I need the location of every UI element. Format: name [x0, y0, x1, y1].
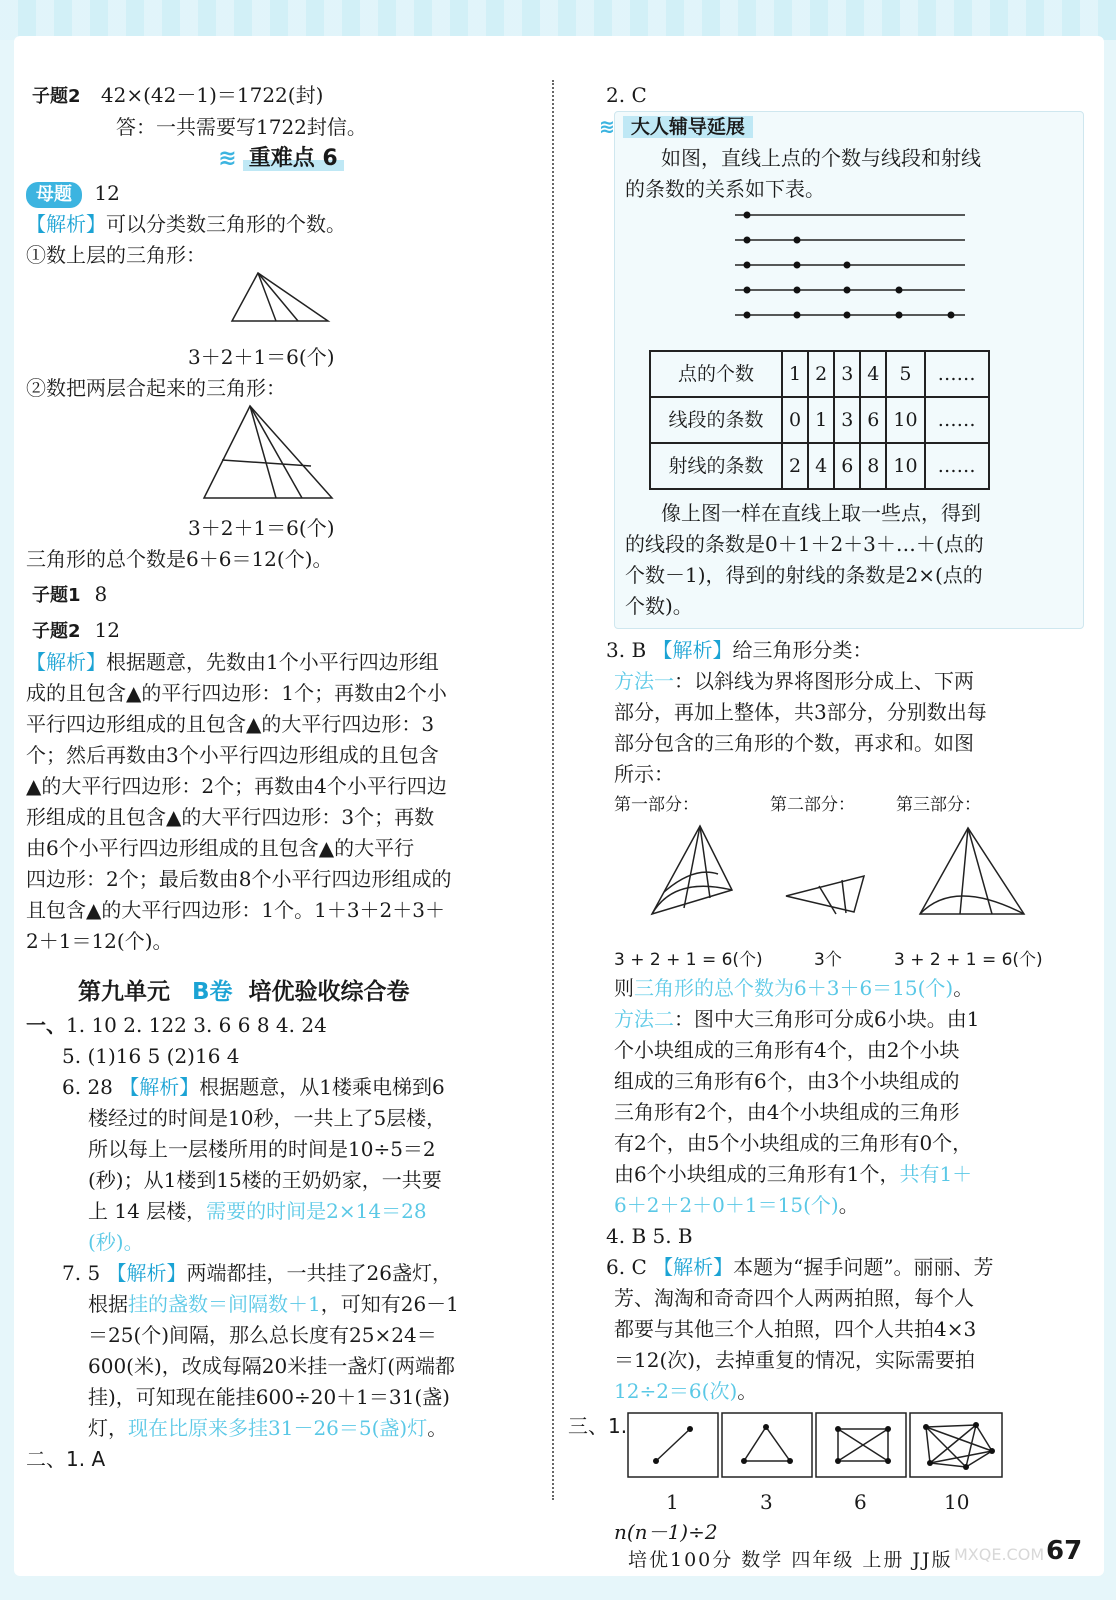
analysis-text: 四边形：2个；最后数由8个小平行四边形组成的: [26, 867, 452, 891]
analysis-text: 所示：: [614, 762, 674, 786]
highlight-text: 共有1＋: [899, 1162, 973, 1186]
tutoring-box: [599, 111, 1084, 629]
table-row: 射线的条数 2 4 6 8 10 ……: [650, 443, 989, 489]
part-label: 第二部分：: [770, 795, 855, 815]
answer-number: 7. 5: [62, 1261, 101, 1285]
analysis-tag: 【解析】: [26, 650, 106, 674]
box-text: 的条数的关系如下表。: [625, 177, 825, 201]
answers-row: 5. (1)16 5 (2)16 4: [62, 1044, 240, 1068]
analysis-text: ＝12(次)，去掉重复的情况，实际需要拍: [614, 1348, 976, 1372]
caption: 3 + 2 + 1 = 6(个): [894, 950, 1043, 970]
wave-icon: ≋: [599, 116, 615, 138]
box-text: 如图，直线上点的个数与线段和射线: [661, 146, 981, 170]
analysis-text: 芳、淘淘和奇奇四个人两两拍照，每个人: [614, 1286, 974, 1310]
method-label: 方法一: [614, 669, 674, 693]
analysis-text: ▲的大平行四边形：2个；再数由4个小平行四边: [26, 774, 447, 798]
footer-text: 培优100分 数学 四年级 上册 JJ版: [628, 1549, 953, 1571]
table-row: 线段的条数 0 1 3 6 10 ……: [650, 397, 989, 443]
right-column: 2. C ≋ 大人辅导延展 如图，直线上点的个数与线段和射线 的条数的关系如下表。 点的个数 1 2 3 4 5 …… 线段的条数 0 1 3 6 10 …… 射线的条数 2 4 6 8 10 …… 像上图一样在直线上取一些点，得到 的线段的条数是0＋1＋2＋3＋…＋(点的 个数－1)，得到的射线的条数是2×(点的 个数)。 3. B 【解析】给三角形分类： 方法一：以斜线为界将图形分成上、下两 部分，再加上整体，共3部分，分别数出每 部分包含的三角形的个数，再求和。如图 所示： 第一部分： 第二部分： 第三部分： 3 + 2 + 1 = 6(个) 3个 3 + 2 + 1 = 6(个) 则三角形的总个数为6＋3＋6＝15(个)。 方法二：图中大三角形可分成6小块。由1 个小块组成的三角形有4个，由2个小块 组成的三角形有6个，由3个小块组成的 三角形有2个，由4个小块组成的三角形 有2个，由5个小块组成的三角形有0个， 由6个小块组成的三角形有1个，共有1＋ 6＋2＋2＋0＋1＝15(个)。 4. B 5. B 6. C 【解析】本题为“握手问题”。丽丽、芳 芳、淘淘和奇奇四个人两两拍照，每个人 都要与其他三个人拍照，四个人共拍4×3 ＝12(次)，去掉重复的情况，实际需要拍 12÷2＝6(次)。 三、1. 1 3 6 10 n(n－1)÷2: [614, 80, 1084, 1548]
highlight-text: 6＋2＋2＋0＋1＝15(个): [614, 1193, 839, 1217]
method-label: 方法二: [614, 1007, 674, 1031]
highlight-text: (秒)。: [88, 1230, 144, 1254]
box-text: 像上图一样在直线上取一些点，得到: [661, 501, 981, 525]
subquestion-label: 子题2: [32, 86, 81, 107]
part-label: 一、: [26, 1013, 66, 1037]
count-value: 10: [944, 1490, 970, 1514]
handshake-counts: [568, 1487, 1084, 1517]
total-line: 三角形的总个数是6＋6＝12(个)。: [26, 547, 333, 571]
analysis-tag: 【解析】: [653, 1255, 734, 1279]
three-parts-figure: [614, 816, 1084, 936]
analysis-text: 个小块组成的三角形有4个，由2个小块: [614, 1038, 960, 1062]
analysis-text: 部分包含的三角形的个数，再求和。如图: [614, 731, 974, 755]
mother-answer: 12: [94, 181, 120, 205]
analysis-tag: 【解析】: [106, 1261, 187, 1285]
step-text: ①数上层的三角形：: [26, 243, 206, 267]
analysis-text: 可以分类数三角形的个数。: [106, 212, 346, 236]
triangle-figure-2: [26, 404, 536, 504]
answer-line: 答：一共需要写1722封信。: [116, 115, 367, 139]
parts-labels: [614, 790, 1084, 816]
analysis-text: 都要与其他三个人拍照，四个人共拍4×3: [614, 1317, 977, 1341]
analysis-text: 所以每上一层楼所用的时间是10÷5＝2: [88, 1137, 436, 1161]
analysis-text: 形组成的且包含▲的大平行四边形：3个；再数: [26, 805, 435, 829]
box-text: 个数－1)，得到的射线的条数是2×(点的: [625, 563, 983, 587]
watermark: MXQE.COM: [954, 1545, 1045, 1564]
analysis-text: 部分，再加上整体，共3部分，分别数出每: [614, 700, 987, 724]
analysis-text: 600(米)，改成每隔20米挂一盏灯(两端都: [88, 1354, 456, 1378]
analysis-text: 2＋1＝12(个)。: [26, 929, 173, 953]
handshake-diagrams: [626, 1411, 1006, 1481]
triangle-figure-1: [26, 271, 536, 333]
points-segments-table: [649, 350, 990, 490]
caption: 3个: [814, 950, 842, 970]
answer-number: 6. 28: [62, 1075, 113, 1099]
handshake-row: [568, 1407, 1084, 1487]
analysis-text: 楼经过的时间是10秒，一共上了5层楼，: [88, 1106, 447, 1130]
left-column: 子题2 42×(42－1)＝1722(封) 答：一共需要写1722封信。 ≋ 重难点 6 母题 12 【解析】可以分类数三角形的个数。 ①数上层的三角形： 3＋2＋1＝6(个) ②数把两层合起来的三角形： 3＋2＋1＝6(个) 三角形的总个数是6＋6＝12(个)。 子题1 8 子题2 12 【解析】根据题意，先数由1个小平行四边形组 成的且包含▲的平行四边形：1个；再数由2个小 平行四边形组成的且包含▲的大平行四边形：3 个；然后再数由3个小平行四边形组成的且包含 ▲的大平行四边形：2个；再数由4个小平行四边 形组成的且包含▲的大平行四边形：3个；再数 由6个小平行四边形组成的且包含▲的大平行 四边形：2个；最后数由8个小平行四边形组成的 且包含▲的大平行四边形：1个。1＋3＋2＋3＋ 2＋1＝12(个)。 第九单元 B卷 培优验收综合卷 一、1. 10 2. 122 3. 6 6 8 4. 24 5. (1)16 5 (2)16 4 6. 28 【解析】根据题意，从1楼乘电梯到6 楼经过的时间是10秒，一共上了5层楼， 所以每上一层楼所用的时间是10÷5＝2 (秒)；从1楼到15楼的王奶奶家，一共要 上 14 层楼，需要的时间是2×14＝28 (秒)。 7. 5 【解析】两端都挂，一共挂了26盏灯， 根据挂的盏数＝间隔数＋1，可知有26－1 ＝25(个)间隔，那么总长度有25×24＝ 600(米)，改成每隔20米挂一盏灯(两端都 挂)，可知现在能挂600÷20＋1＝31(盏) 灯，现在比原来多挂31－26＝5(盏)灯。 二、1. A: [26, 80, 536, 1475]
answer-number: 2. C: [606, 83, 647, 107]
page-number: 67: [1046, 1536, 1083, 1566]
table-row: 点的个数 1 2 3 4 5 ……: [650, 351, 989, 397]
mother-question-badge: 母题: [26, 182, 82, 208]
analysis-text: 平行四边形组成的且包含▲的大平行四边形：3: [26, 712, 435, 736]
analysis-text: (秒)；从1楼到15楼的王奶奶家，一共要: [88, 1168, 442, 1192]
step-text: ②数把两层合起来的三角形：: [26, 376, 286, 400]
analysis-tag: 【解析】: [119, 1075, 200, 1099]
analysis-tag: 【解析】: [26, 212, 106, 236]
column-divider: [552, 80, 554, 1500]
count-value: 1: [666, 1490, 679, 1514]
part-two-answer: 二、1. A: [26, 1447, 106, 1471]
subquestion-label: 子题2: [32, 621, 81, 642]
analysis-tag: 【解析】: [652, 638, 733, 662]
part-label: 第一部分：: [614, 795, 699, 815]
analysis-text: 本题为“握手问题”。丽丽、芳: [733, 1255, 994, 1279]
answer-number: 6. C: [606, 1255, 647, 1279]
highlight-text: 挂的盏数＝间隔数＋1: [128, 1292, 321, 1316]
equation: 3＋2＋1＝6(个): [188, 345, 335, 369]
box-text: 个数)。: [625, 594, 693, 618]
section-title: ≋ 重难点 6: [26, 143, 536, 174]
unit-title: 第九单元 B卷 培优验收综合卷: [78, 979, 410, 1005]
count-value: 3: [760, 1490, 773, 1514]
wave-icon: ≋: [218, 146, 237, 171]
subquestion-label: 子题1: [32, 585, 81, 606]
highlight-text: 三角形的总个数为6＋3＋6＝15(个): [634, 976, 954, 1000]
analysis-text: 挂)，可知现在能挂600÷20＋1＝31(盏): [88, 1385, 450, 1409]
analysis-text: 由6个小平行四边形组成的且包含▲的大平行: [26, 836, 415, 860]
analysis-text: 成的且包含▲的平行四边形：1个；再数由2个小: [26, 681, 447, 705]
analysis-text: 三角形有2个，由4个小块组成的三角形: [614, 1100, 960, 1124]
answers-row: 1. 10 2. 122 3. 6 6 8 4. 24: [66, 1013, 327, 1037]
caption: 3 + 2 + 1 = 6(个): [614, 950, 763, 970]
analysis-text: 上 14 层楼，: [88, 1199, 207, 1223]
answer-number: 3. B: [606, 638, 647, 662]
points-on-lines-figure: [625, 205, 1065, 335]
count-value: 6: [854, 1490, 867, 1514]
answer: 12: [94, 618, 120, 642]
formula: n(n－1)÷2: [614, 1520, 718, 1544]
analysis-text: 且包含▲的大平行四边形：1个。1＋3＋2＋3＋: [26, 898, 446, 922]
box-text: 的线段的条数是0＋1＋2＋3＋…＋(点的: [625, 532, 984, 556]
analysis-text: 给三角形分类：: [732, 638, 873, 662]
analysis-text: 两端都挂，一共挂了26盏灯，: [186, 1261, 452, 1285]
highlight-text: 12÷2＝6(次): [614, 1379, 738, 1403]
highlight-text: 需要的时间是2×14＝28: [206, 1199, 427, 1223]
top-wave-border: [0, 0, 1116, 40]
box-heading: ≋ 大人辅导延展: [599, 112, 1077, 143]
part-label: 三、1.: [568, 1414, 628, 1438]
answer: 8: [94, 582, 108, 606]
equation: 42×(42－1)＝1722(封): [100, 83, 324, 107]
analysis-text: ＝25(个)间隔，那么总长度有25×24＝: [88, 1323, 437, 1347]
part-label: 第三部分：: [896, 795, 981, 815]
analysis-text: 根据题意，从1楼乘电梯到6: [199, 1075, 445, 1099]
analysis-text: 个；然后再数由3个小平行四边形组成的且包含: [26, 743, 439, 767]
parts-captions: [614, 945, 1084, 973]
analysis-text: 组成的三角形有6个，由3个小块组成的: [614, 1069, 960, 1093]
analysis-text: 有2个，由5个小块组成的三角形有0个，: [614, 1131, 973, 1155]
equation: 3＋2＋1＝6(个): [188, 516, 335, 540]
analysis-text: 根据题意，先数由1个小平行四边形组: [106, 650, 439, 674]
answers-row: 4. B 5. B: [606, 1224, 693, 1248]
highlight-text: 现在比原来多挂31－26＝5(盏)灯: [128, 1416, 428, 1440]
